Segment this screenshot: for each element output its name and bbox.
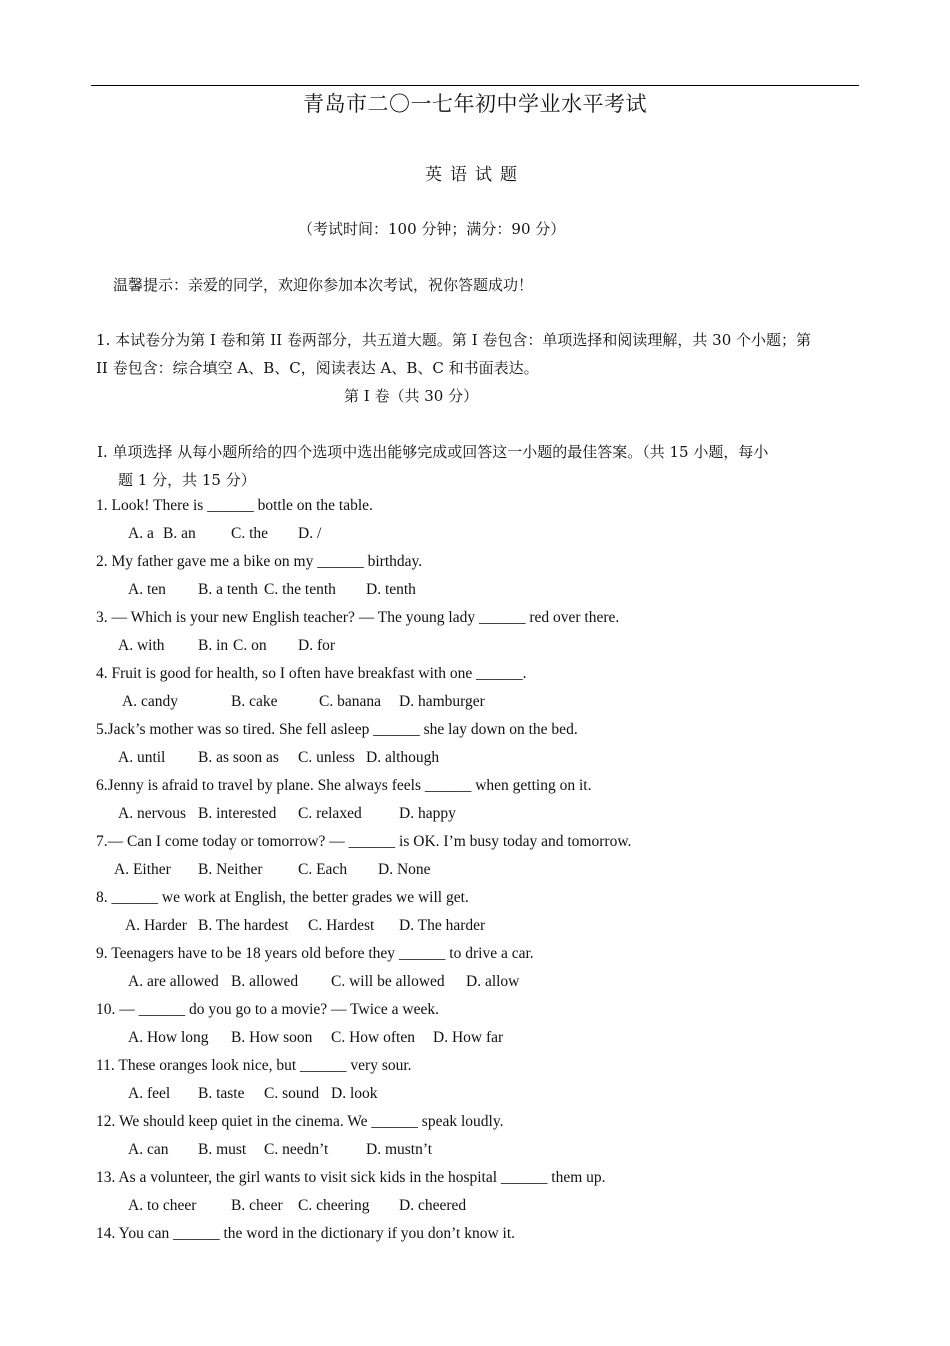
option: A. ten [128,581,166,598]
option: C. the [231,525,269,542]
option: B. must [198,1141,247,1158]
option: D. How far [433,1029,504,1046]
question-stem: 2. My father gave me a bike on my ______ birthday. [96,553,423,570]
question-stem: 12. We should keep quiet in the cinema. We ______ speak loudly. [96,1113,504,1130]
question-stem: 9. Teenagers have to be 18 years old before they ______ to drive a car. [96,945,534,962]
question-stem: 7.— Can I come today or tomorrow? — ______ is OK. I’m busy today and tomorrow. [96,833,632,850]
option: B. Neither [198,861,263,878]
option: A. feel [128,1085,171,1102]
question-stem: 14. You can ______ the word in the dictionary if you don’t know it. [96,1225,516,1242]
option: A. a [128,525,154,542]
option: B. in [198,637,229,654]
option: C. on [233,637,267,654]
option: D. happy [399,805,456,822]
question-stem: 4. Fruit is good for health, so I often have breakfast with one ______. [96,665,527,682]
option: D. The harder [399,917,486,934]
instructions-line-2: II 卷包含：综合填空 A、B、C，阅读表达 A、B、C 和书面表达。 [96,359,539,377]
question-stem: 6.Jenny is afraid to travel by plane. She always feels ______ when getting on it. [96,777,592,794]
option: C. unless [298,749,355,766]
question-stem: 11. These oranges look nice, but ______ very sour. [96,1057,412,1074]
question-stem: 13. As a volunteer, the girl wants to visit sick kids in the hospital ______ them up. [96,1169,606,1186]
option: D. cheered [399,1197,467,1214]
part-heading: 第 I 卷（共 30 分） [344,387,479,405]
question-stem: 10. — ______ do you go to a movie? — Twice a week. [96,1001,440,1018]
option: B. a tenth [198,581,258,598]
question-stem: 1. Look! There is ______ bottle on the table. [96,497,373,514]
option: A. can [128,1141,169,1158]
warm-tip: 温馨提示：亲爱的同学，欢迎你参加本次考试，祝你答题成功！ [113,276,534,294]
section-heading-line-2: 题 1 分，共 15 分） [118,471,256,489]
question-stem: 3. — Which is your new English teacher? — The young lady ______ red over there. [96,609,620,626]
option: B. taste [198,1085,245,1102]
option: B. The hardest [198,917,289,934]
option: D. hamburger [399,693,485,710]
option: A. to cheer [128,1197,197,1214]
option: D. allow [466,973,520,990]
option: D. mustn’t [366,1141,433,1158]
top-rule [91,85,859,86]
section-heading-line-1: I. 单项选择 从每小题所给的四个选项中选出能够完成或回答这一小题的最佳答案。（共 15 小题，每小 [97,443,769,461]
option: A. with [118,637,165,654]
option: B. cake [231,693,278,710]
option: C. will be allowed [331,973,445,990]
page-title: 青岛市二〇一七年初中学业水平考试 [303,92,647,116]
option: C. relaxed [298,805,362,822]
option: A. How long [128,1029,209,1046]
option: C. How often [331,1029,415,1046]
option: A. candy [122,693,178,710]
instructions-line-1: 1. 本试卷分为第 I 卷和第 II 卷两部分，共五道大题。第 I 卷包含：单项选择和阅读理解，共 30 个小题；第 [96,331,812,349]
option: A. nervous [118,805,187,822]
option: C. Each [298,861,348,878]
option: D. tenth [366,581,416,598]
option: B. as soon as [198,749,279,766]
option: D. look [331,1085,378,1102]
exam-info: （考试时间：100 分钟；满分：90 分） [298,220,566,238]
option: B. How soon [231,1029,313,1046]
option: A. Harder [125,917,187,934]
option: C. cheering [298,1197,370,1214]
option: C. the tenth [264,581,336,598]
question-stem: 5.Jack’s mother was so tired. She fell asleep ______ she lay down on the bed. [96,721,578,738]
option: D. although [366,749,440,766]
option: B. allowed [231,973,299,990]
option: C. needn’t [264,1141,329,1158]
option: C. banana [319,693,381,710]
page-subtitle: 英语试题 [425,165,525,185]
option: A. until [118,749,166,766]
option: D. for [298,637,336,654]
option: A. are allowed [128,973,219,990]
option: D. / [298,525,322,542]
option: D. None [378,861,431,878]
question-stem: 8. ______ we work at English, the better grades we will get. [96,889,469,906]
option: C. Hardest [308,917,375,934]
option: A. Either [114,861,171,878]
option: B. interested [198,805,277,822]
option: C. sound [264,1085,320,1102]
option: B. cheer [231,1197,283,1214]
option: B. an [163,525,196,542]
